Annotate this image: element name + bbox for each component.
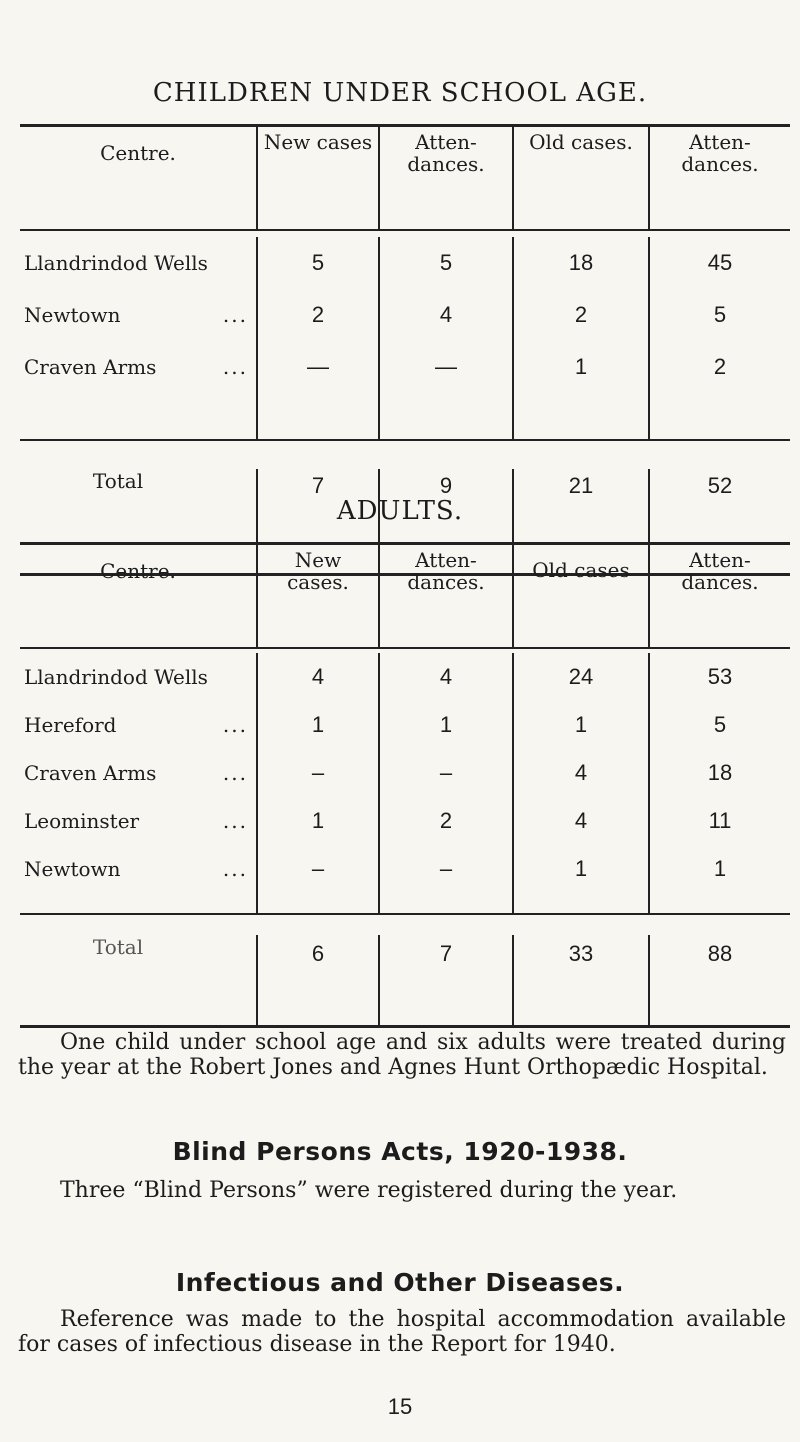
cell-value: 2	[439, 808, 453, 833]
cell-value: 4	[439, 664, 453, 689]
cell-value: 4	[439, 302, 453, 327]
total-row	[20, 913, 790, 1025]
blind-persons-paragraph: Three “Blind Persons” were registered during the year.	[60, 1178, 678, 1203]
cell-value: 7	[378, 935, 512, 1025]
cell-value: –	[439, 760, 453, 785]
cell-value: —	[435, 354, 457, 379]
leader-dots: ...	[222, 809, 248, 833]
table-row	[24, 289, 256, 341]
cell-value: 1	[439, 712, 453, 737]
centre-column	[20, 237, 256, 439]
table-row	[24, 845, 256, 893]
cell-value: 6	[256, 935, 378, 1025]
orthopaedic-paragraph: One child under school age and six adults were treated during the year at the Robert Jones and Agnes Hunt Orthopædic Hospital.	[18, 1030, 786, 1080]
centre-name: Craven Arms	[24, 761, 157, 785]
column-header-attendances: Atten- dances.	[378, 127, 512, 229]
cell-value: 5	[311, 250, 325, 275]
column-header-new-cases: New cases	[256, 127, 378, 229]
cell-value: 52	[648, 469, 790, 573]
column-header-new-cases: New cases.	[256, 545, 378, 647]
table-row	[24, 749, 256, 797]
adults-section-title: ADULTS.	[336, 496, 464, 526]
cell-value: 1	[574, 712, 588, 737]
cell-value: 1	[574, 354, 588, 379]
attendances-column	[648, 653, 790, 913]
table-row	[24, 237, 256, 289]
cell-value: 2	[574, 302, 588, 327]
column-header-attendances: Atten- dances.	[648, 127, 790, 229]
cell-value: –	[311, 760, 325, 785]
total-label: Total	[92, 469, 144, 493]
centre-column	[20, 653, 256, 913]
table-row	[24, 653, 256, 701]
leader-dots: ...	[222, 857, 248, 881]
cell-value: 7	[256, 469, 378, 573]
cell-value: –	[311, 856, 325, 881]
attendances-column	[378, 653, 512, 913]
leader-dots: ...	[222, 761, 248, 785]
centre-name: Newtown	[24, 857, 121, 881]
table-body-columns	[20, 231, 790, 439]
infectious-diseases-paragraph: Reference was made to the hospital accommodation available for cases of infectious disease in the Report for 1940.	[18, 1307, 786, 1357]
cell-value: 4	[574, 808, 588, 833]
column-header-centre: Centre.	[100, 559, 176, 583]
cell-value: 5	[713, 712, 727, 737]
centre-name: Hereford	[24, 713, 117, 737]
cell-value: 33	[512, 935, 648, 1025]
centre-name: Leominster	[24, 809, 140, 833]
cell-value: –	[439, 856, 453, 881]
table-row	[24, 341, 256, 393]
centre-name: Craven Arms	[24, 355, 157, 379]
blind-persons-heading: Blind Persons Acts, 1920-1938.	[172, 1137, 628, 1166]
infectious-diseases-heading: Infectious and Other Diseases.	[175, 1268, 625, 1297]
table-header-row	[20, 545, 790, 649]
table-body	[20, 649, 790, 1025]
cell-value: 1	[311, 808, 325, 833]
old-cases-column	[512, 653, 648, 913]
attendances-column	[648, 237, 790, 439]
cell-value: 2	[311, 302, 325, 327]
cell-value: 1	[574, 856, 588, 881]
attendances-column	[378, 237, 512, 439]
column-header-old-cases: Old cases	[512, 545, 648, 647]
new-cases-column	[256, 237, 378, 439]
cell-value: 9	[378, 469, 512, 573]
cell-value: 5	[439, 250, 453, 275]
cell-value: 18	[568, 250, 594, 275]
page-number: 15	[387, 1394, 413, 1419]
table-row	[24, 701, 256, 749]
cell-value: 88	[648, 935, 790, 1025]
cell-value: 5	[713, 302, 727, 327]
old-cases-column	[512, 237, 648, 439]
cell-value: 24	[568, 664, 594, 689]
table-body-columns	[20, 649, 790, 913]
cell-value: 11	[708, 808, 732, 833]
table-row	[24, 797, 256, 845]
column-header-attendances: Atten- dances.	[648, 545, 790, 647]
column-header-attendances: Atten- dances.	[378, 545, 512, 647]
adults-table	[20, 542, 790, 1028]
column-header-old-cases: Old cases.	[512, 127, 648, 229]
cell-value: 53	[707, 664, 733, 689]
cell-value: 21	[512, 469, 648, 573]
centre-name: Newtown	[24, 303, 121, 327]
new-cases-column	[256, 653, 378, 913]
leader-dots: ...	[222, 713, 248, 737]
centre-name: Llandrindod Wells	[24, 251, 208, 275]
column-header-centre: Centre.	[100, 141, 176, 165]
cell-value: 1	[713, 856, 727, 881]
cell-value: 18	[707, 760, 733, 785]
centre-name: Llandrindod Wells	[24, 665, 208, 689]
table-header-row	[20, 127, 790, 231]
cell-value: —	[307, 354, 329, 379]
leader-dots: ...	[222, 303, 248, 327]
cell-value: 1	[311, 712, 325, 737]
leader-dots: ...	[222, 355, 248, 379]
cell-value: 4	[574, 760, 588, 785]
cell-value: 2	[713, 354, 727, 379]
cell-value: 45	[707, 250, 733, 275]
total-label: Total	[92, 935, 144, 959]
cell-value: 4	[311, 664, 325, 689]
children-section-title: CHILDREN UNDER SCHOOL AGE.	[152, 78, 648, 108]
